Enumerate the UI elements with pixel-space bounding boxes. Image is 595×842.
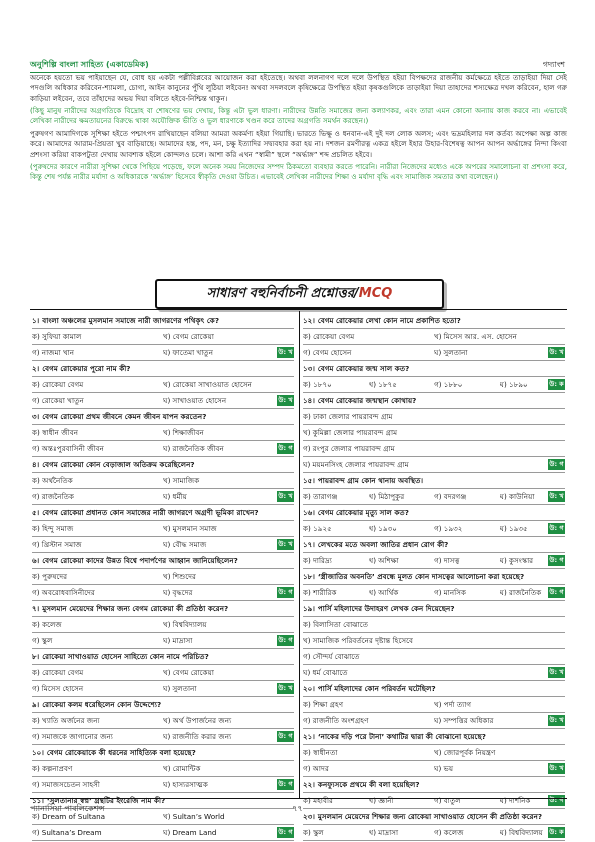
option-row [32,665,294,681]
question-line [303,393,565,409]
option: খ) ১৮৭৫ [368,380,397,389]
option-row [303,649,565,665]
question-line [303,361,565,377]
answer-badge: উ: গ [278,780,293,788]
option-row [32,681,294,697]
option: ঘ) রাজনৈতিক জীবন [163,444,224,453]
option: ক) রোকেয়া বেগম [32,380,84,389]
question-line [303,537,565,553]
mcq-banner [155,279,444,309]
question-line [32,361,294,377]
question-number: ৩। [32,412,40,421]
mcq-question [32,745,294,793]
option: গ) আদর [303,764,329,773]
question-text: রোকেয়া সাখাওয়াত হোসেন সাহিত্যে কোন নামে পরিচিত? [42,652,209,661]
option: গ) রোকেয়া খাতুন [32,396,84,405]
option-row [32,473,294,489]
question-text: পার্সি মহিলাদের কোন পরিবর্তন ঘটেছিল? [317,684,436,693]
option: ঘ) রাজনীতি করার জন্য [163,732,232,741]
question-number: ২২। [303,780,315,789]
question-text: বেগম রোকেয়া কাদের উন্নত বিশ্বে পদার্পণের আহ্বান জানিয়েছিলেন? [42,556,238,565]
answer-badge: উ: খ [278,396,293,404]
answer-badge: উ: গ [278,588,293,596]
question-number: ১৩। [303,364,315,373]
question-text: বেগম রোকেয়ার জন্ম সাল কত? [317,364,410,373]
answer-badge: উ: খ [278,348,293,356]
option: খ) অর্থ উপার্জনের জন্য [163,716,232,725]
question-number: ১। [32,316,40,325]
question-line [32,313,294,329]
mcq-banner-wrap [155,279,440,307]
option: ঘ) ধর্মীয় [163,492,187,501]
option-row [32,761,294,777]
option: খ) রোকেয়া সাখাওয়াত হোসেন [163,380,252,389]
option: ঘ) মাদ্রাসা [163,636,193,645]
question-text: পার্সি মহিলাদের উদাহরণ লেখক কেন দিয়েছেন? [317,604,455,613]
mcq-question [32,601,294,649]
option: ক) মহাবীর [303,796,333,805]
option: ক) রোকেয়া বেগম [303,332,355,341]
footer-page-number: ৭৭ [292,804,303,813]
option: খ) মিসেস আর. এস. হোসেন [434,332,517,341]
option: গ) দাসত্ব [434,556,460,565]
question-text: মুসলমান মেয়েদের শিক্ষার জন্য রোকেয়া সাখাওয়াত হোসেন কী প্রতিষ্ঠা করেন? [317,812,543,821]
page-header [30,58,565,73]
option-row [303,409,565,425]
option: গ) খ্রিস্টান সমাজ [32,540,82,549]
mcq-column-left [32,313,294,841]
option: ক) রোকেয়া বেগম [32,668,84,677]
option-row [303,585,565,601]
option: গ) রংপুর জেলার পায়রাবন্দ গ্রাম [303,444,395,453]
footer-publisher: প্যানাসিয়া পাবলিকেশন্স [30,804,105,813]
answer-badge: উ: খ [278,540,293,548]
answer-badge: উ: গ [278,444,293,452]
option: ক) স্বাধীন জীবন [32,428,79,437]
answer-badge: উ: গ [549,556,564,564]
option-row [32,825,294,841]
question-number: ১০। [32,748,44,757]
option: খ) কুমিল্লা জেলার পায়রাবন্দ গ্রাম [303,428,398,437]
question-number: ১৮। [303,572,315,581]
option-row [32,489,294,505]
option: ক) স্কুল [303,828,324,837]
option: ঘ) ধর্ম বোঝাতে [303,668,348,677]
question-text: বেগম রোকেয়ার জন্মস্থান কোথায়? [317,396,417,405]
mcq-question [32,505,294,553]
question-number: ২। [32,364,40,373]
option-row [303,697,565,713]
option-row [303,329,565,345]
answer-badge: উ: গ [549,524,564,532]
question-line [32,457,294,473]
option: খ) সামাজিক [163,476,200,485]
answer-badge: উ: খ [278,684,293,692]
option: ক) সুফিয়া কামাল [32,332,82,341]
option-row [303,425,565,441]
option-row [32,425,294,441]
option: ক) ১৮৭০ [303,380,332,389]
option: ঘ) কাউনিয়া [499,492,535,501]
paragraph-2-summary: (কিছু মানুষ নারীদের অগ্রগতিকে বিদ্রোহ বা শোষণের ভয় দেখায়, কিন্তু এটা ভুল ধারণা। নারীদের উন্নতি সমাজের জন্য কল্যাণকর, এবং তারা এমন কোনো অন্যায় কাজ করবে না। এভাবেই লেখিকা নারীদের ক্ষমতায়নের বিরুদ্ধে থাকা অযৌক্তিক ভীতি ও ভুল ধারণাকে খণ্ডন করে তাদের অগ্রগতি সমর্থন করছেন।) [30,106,567,126]
option: খ) আর্থিক [368,588,399,597]
option-row [303,377,565,393]
mcq-question [303,473,565,505]
option: গ) বেগম হোসেন [303,348,352,357]
option: ক) দারিদ্র্য [303,556,332,565]
option: খ) জ্ঞানী [368,796,394,805]
header-book-title: অনুশিল্পি বাংলা সাহিত্য (একাডেমিক) [30,60,149,69]
answer-badge: উ: খ [549,492,564,500]
column-divider [299,311,300,798]
mcq-column-right [303,313,565,841]
answer-badge: উ: গ [549,796,564,804]
mcq-question [303,601,565,681]
answer-badge: উ: খ [549,764,564,772]
option-row [32,329,294,345]
question-text: লেখকের মতে অবলা জাতির প্রধান রোগ কী? [317,540,449,549]
question-number: ১১। [32,796,44,805]
question-number: ১৯। [303,604,315,613]
option: গ) মানসিক [434,588,466,597]
option: ঘ) দার্শনিক [499,796,531,805]
option: খ) অশিক্ষা [368,556,399,565]
option-row [32,617,294,633]
option-row [303,745,565,761]
mcq-question [303,505,565,537]
answer-badge: উ: খ [278,492,293,500]
option-row [303,553,565,569]
question-number: ৯। [32,700,40,709]
question-text: বেগম রোকেয়ার লেখা কোন নামে প্রকাশিত হতো? [317,316,461,325]
question-text: বেগম রোকেয়ার মৃত্যু সাল কত? [317,508,409,517]
option: ক) খ্যাতি অর্জনের জন্য [32,716,100,725]
option: খ) শিক্ষাজীবন [163,428,204,437]
option: ঘ) বৃদ্ধদের [163,588,193,597]
option: গ) অন্তঃপুরবাসিনী জীবন [32,444,104,453]
option-row [32,569,294,585]
option: ঘ) হাস্যরসাত্মক [163,780,208,789]
question-line [303,681,565,697]
option: ঘ) সম্পত্তির অধিকার [434,716,494,725]
answer-badge: উ: খ [549,348,564,356]
option: গ) মিসেস হোসেন [32,684,84,693]
question-text: বেগম রোকেয়া প্রধানত কোন সমাজের নারী জাগরণে অগ্রণী ভূমিকা রাখেন? [42,508,259,517]
mcq-question [32,361,294,409]
option-row [303,617,565,633]
question-text: রোকেয়া কলম ধরেছিলেন কোন উদ্দেশ্যে? [42,700,162,709]
question-line [303,505,565,521]
option: ঘ) ১৯৩৫ [499,524,528,533]
mcq-question [32,409,294,457]
question-text: ‘স্ত্রীজাতির অবনতি’ প্রবন্ধে মূলত কোন দাসত্বের আলোচনা করা হয়েছে? [317,572,525,581]
answer-badge: উ: খ [549,668,564,676]
option: গ) অবরোধবাসিনীদের [32,588,95,597]
mcq-banner-tag: MCQ [358,286,393,301]
mcq-question [32,457,294,505]
option: গ) কলেজ [434,828,464,837]
question-line [32,649,294,665]
question-line [32,505,294,521]
option-row [32,377,294,393]
question-text: ‘সুলতানার স্বপ্ন’ গ্রন্থটির ইংরেজি নাম কী? [46,796,166,805]
option: ঘ) সাখাওয়াত হোসেন [163,396,227,405]
option: ক) Dream of Sultana [32,812,106,821]
mcq-question [32,649,294,697]
question-text: ‘নাকের দড়ি পরে টানা’ কথাটির দ্বারা কী বোঝানো হয়েছে? [317,732,486,741]
question-line [303,601,565,617]
option-row [303,665,565,681]
option-row [32,729,294,745]
option-row [32,393,294,409]
question-line [32,745,294,761]
answer-badge: উ: গ [549,460,564,468]
question-line [303,569,565,585]
mcq-question [303,681,565,729]
question-text: বেগম রোকেয়ার পুরো নাম কী? [42,364,131,373]
paragraph-4-summary: (পুরুষদের কারণে নারীরা সুশিক্ষা থেকে পিছিয়ে পড়েছে, ফলে অনেক সময় নিজেদের সম্পদ ঠিকমতো ব্যবহার করতে পারেনি। নারীরা নিজেদের মধ্যেও একে অপরের সমালোচনা বা প্রশংসা করে, কিন্তু শেষ পর্যন্ত নারীর মর্যাদা ও অধিকারকে ‘অর্দ্ধাঙ্গ’ হিসেবে স্বীকৃতি দেওয়া উচিত। এভাবেই লেখিকা নারীদের শিক্ষা ও মর্যাদা বৃদ্ধি এবং সামাজিক সমতার কথা বলেছেন।) [30,162,567,182]
question-number: ১৫। [303,476,315,485]
option-row [32,713,294,729]
option: ক) ১৯২৫ [303,524,332,533]
answer-badge: উ: খ [549,716,564,724]
option-row [32,585,294,601]
question-text: বেগম রোকেয়া কোন বেড়াজাল অতিক্রম করেছিলেন? [42,460,195,469]
mcq-top-rule [30,309,567,310]
option: ঘ) সুলতানা [163,684,197,693]
option: ঘ) রাজনৈতিক [499,588,542,597]
option-row [303,457,565,473]
option-row [32,345,294,361]
question-line [303,777,565,793]
mcq-question [303,537,565,569]
answer-badge: উ: গ [549,588,564,596]
question-text: পায়রাবন্দ গ্রাম কোন থানায় অবস্থিত। [317,476,424,485]
option-row [303,521,565,537]
mcq-banner-text: সাধারণ বহুনির্বাচনী প্রশ্নোত্তর/ [206,286,359,301]
option-row [32,633,294,649]
option: খ) মাদ্রাসা [368,828,399,837]
option-row [32,441,294,457]
option: গ) সৌন্দর্য বোঝাতে [303,652,360,661]
mcq-question [303,393,565,473]
option: ক) হিন্দু সমাজ [32,524,74,533]
option: ঘ) ১৮৯০ [499,380,528,389]
option: ঘ) সুলতানা [434,348,468,357]
option: ঘ) ফাতেমা খাতুন [163,348,213,357]
question-number: ৬। [32,556,40,565]
option: ক) ঢাকা জেলার পায়রাবন্দ গ্রাম [303,412,393,421]
option-row [303,761,565,777]
option: খ) বেগম রোকেয়া [163,332,214,341]
answer-badge: উ: গ [278,828,293,836]
option: ঘ) ময়মনসিংহ জেলার পায়রাবন্দ গ্রাম [303,460,409,469]
option: খ) ১৯৩০ [368,524,397,533]
option-row [32,777,294,793]
option: ঘ) কুসংস্কার [499,556,534,565]
question-line [32,601,294,617]
option: খ) জোরপূর্বক নিয়ন্ত্রণ [434,748,496,757]
question-number: ২৩। [303,812,315,821]
option: ক) শারীরিক [303,588,337,597]
mcq-question [303,313,565,361]
header-section: গদ্যাংশ [542,60,565,69]
option: গ) রাজনৈতিক [32,492,75,501]
option-row [303,713,565,729]
question-line [303,473,565,489]
question-text: বেগম রোকেয়া প্রথম জীবনে কেমন জীবন যাপন করতেন? [42,412,207,421]
mcq-question [32,553,294,601]
answer-badge: উ: ক [549,380,564,388]
question-line [32,409,294,425]
option-row [32,521,294,537]
option: ক) কল্পনাপ্রবণ [32,764,73,773]
option: ক) অর্থনৈতিক [32,476,73,485]
option: ক) কলেজ [32,620,62,629]
option: গ) Sultana’s Dream [32,828,102,837]
paragraph-1: অনেকে হয়তো ভয় পাইয়াছেন যে, বোধ হয় একটা পল্লীবিপ্লবের আয়োজন করা হইতেছে। অথবা ললনাগণ দলে দলে উপস্থিত হইয়া বিপক্ষদের রাজনীয় কর্মক্ষেত্রে হইতে তাড়াইয়া দিয়া সেই পদগুলি অধিকার করিবেন-শ্যামলা, চোগা, আইন কানুনের পুঁথি লুঠিয়া লইবেন! অথবা সদলবলে কৃষিক্ষেত্রে উপস্থিত হইয়া কৃষকগুলিকে তাড়াইয়া দিয়া তাহাদের শস্যক্ষেত্র দখল করিবেন, হাল গরু কাড়িয়া লইবেন, তবে তাঁহাদের অভয় দিয়া বলিতে হইবে-নিশ্চিন্ত থাকুন। [30,73,567,103]
answer-badge: উ: গ [278,732,293,740]
option: খ) Sultan’s World [163,812,225,821]
option: খ) পর্দা ত্যাগ [434,700,472,709]
option: খ) রোমান্টিক [163,764,201,773]
question-text: বাংলা অঞ্চলের মুসলমান সমাজে নারী জাগরণের পথিকৃৎ কে? [42,316,219,325]
option-row [303,825,565,841]
option-row [303,633,565,649]
mcq-question [303,361,565,393]
option: গ) নাজমা খান [32,348,75,357]
option: ঘ) ভয় [434,764,454,773]
option-row [303,489,565,505]
question-line [303,729,565,745]
mcq-question [32,313,294,361]
question-line [32,553,294,569]
question-number: ১৬। [303,508,315,517]
question-text: কনফ্যুসকে প্রথমে কী বলা হয়েছিল? [317,780,420,789]
option-row [303,345,565,361]
mcq-question [303,729,565,777]
question-number: ৫। [32,508,40,517]
option: গ) বদরগঞ্জ [434,492,467,501]
question-text: মুসলমান মেয়েদের শিক্ষার জন্য বেগম রোকেয়া কী প্রতিষ্ঠা করেন? [42,604,229,613]
option: গ) সমাজসচেতন সাহসী [32,780,100,789]
question-text: বেগম রোকেয়াকে কী ধরনের সাহিত্যিক বলা হয়েছে? [46,748,196,757]
option: খ) শিশুদের [163,572,196,581]
question-number: ১৭। [303,540,315,549]
option: ক) শিক্ষা গ্রহণ [303,700,344,709]
option-row [32,537,294,553]
question-line [303,313,565,329]
answer-badge: উ: গ [278,636,293,644]
option: ঘ) বিশ্ববিদ্যালয় [499,828,543,837]
option: ক) তারাগঞ্জ [303,492,338,501]
question-line [32,697,294,713]
page-footer [30,801,565,815]
option-row [303,441,565,457]
question-number: ১২। [303,316,315,325]
option: খ) মুসলমান সমাজ [163,524,217,533]
option: ঘ) Dream Land [163,828,217,837]
mcq-bottom-rule [30,798,567,799]
question-number: ২০। [303,684,315,693]
paragraph-3: পুরুষগণ আমাদিগকে সুশিক্ষা হইতে পশ্চাৎপদ রাখিয়াছেন বলিয়া আমরা অকর্মণ্য হইয়া গিয়াছি। ভারতে ভিক্ষু ও ধনবান-এই দুই দল লোক অলস; এবং ভদ্রমহিলার দল কর্তব্য অপেক্ষা অল্প কাজ করে। আমাদের আরাম-প্রিয়তা খুব বাড়িয়াছে। আমাদের হস্ত, পদ, মন, চক্ষু ইত্যাদির সদ্ব্যবহার করা হয় না। দশজন রমণীরত্ন একত্র হইলে ইহার উহার-বিশেষত্ব আপন আপন অর্দ্ধাঙ্গের নিন্দা কিংবা প্রশংসা করিয়া বাকপটুতা দেখায় আবশ্যক হইলে কোন্দলও চলে। আশা করি এখন “স্বামী” স্থলে “অর্দ্ধাঙ্গ” শব্দ প্রচলিত হইবে। [30,129,567,159]
question-number: ২১। [303,732,315,741]
option: খ) বেগম রোকেয়া [163,668,214,677]
option: গ) সমাজকে জাগানোর জন্য [32,732,113,741]
option: গ) রাজনীতি অংশগ্রহণ [303,716,369,725]
option: খ) মিঠাপুকুর [368,492,405,501]
option: ক) স্বাধীনতা [303,748,338,757]
option: ক) বিলাসিতা বোঝাতে [303,620,368,629]
question-number: ৪। [32,460,40,469]
question-number: ৮। [32,652,40,661]
option: গ) ১৮৮০ [434,380,463,389]
answer-badge: উ: ক [549,828,564,836]
option: গ) স্কুল [32,636,53,645]
option: খ) বিশ্ববিদ্যালয় [163,620,207,629]
mcq-question [303,569,565,601]
mcq-question [32,697,294,745]
option: ক) পুরুষদের [32,572,68,581]
question-number: ৭। [32,604,40,613]
option: ঘ) বৌদ্ধ সমাজ [163,540,207,549]
option: গ) বাতুল [434,796,461,805]
option: খ) সামাজিক পরিবর্তনের দৃষ্টান্ত হিসেবে [303,636,413,645]
option: গ) ১৯৩২ [434,524,463,533]
question-number: ১৪। [303,396,315,405]
